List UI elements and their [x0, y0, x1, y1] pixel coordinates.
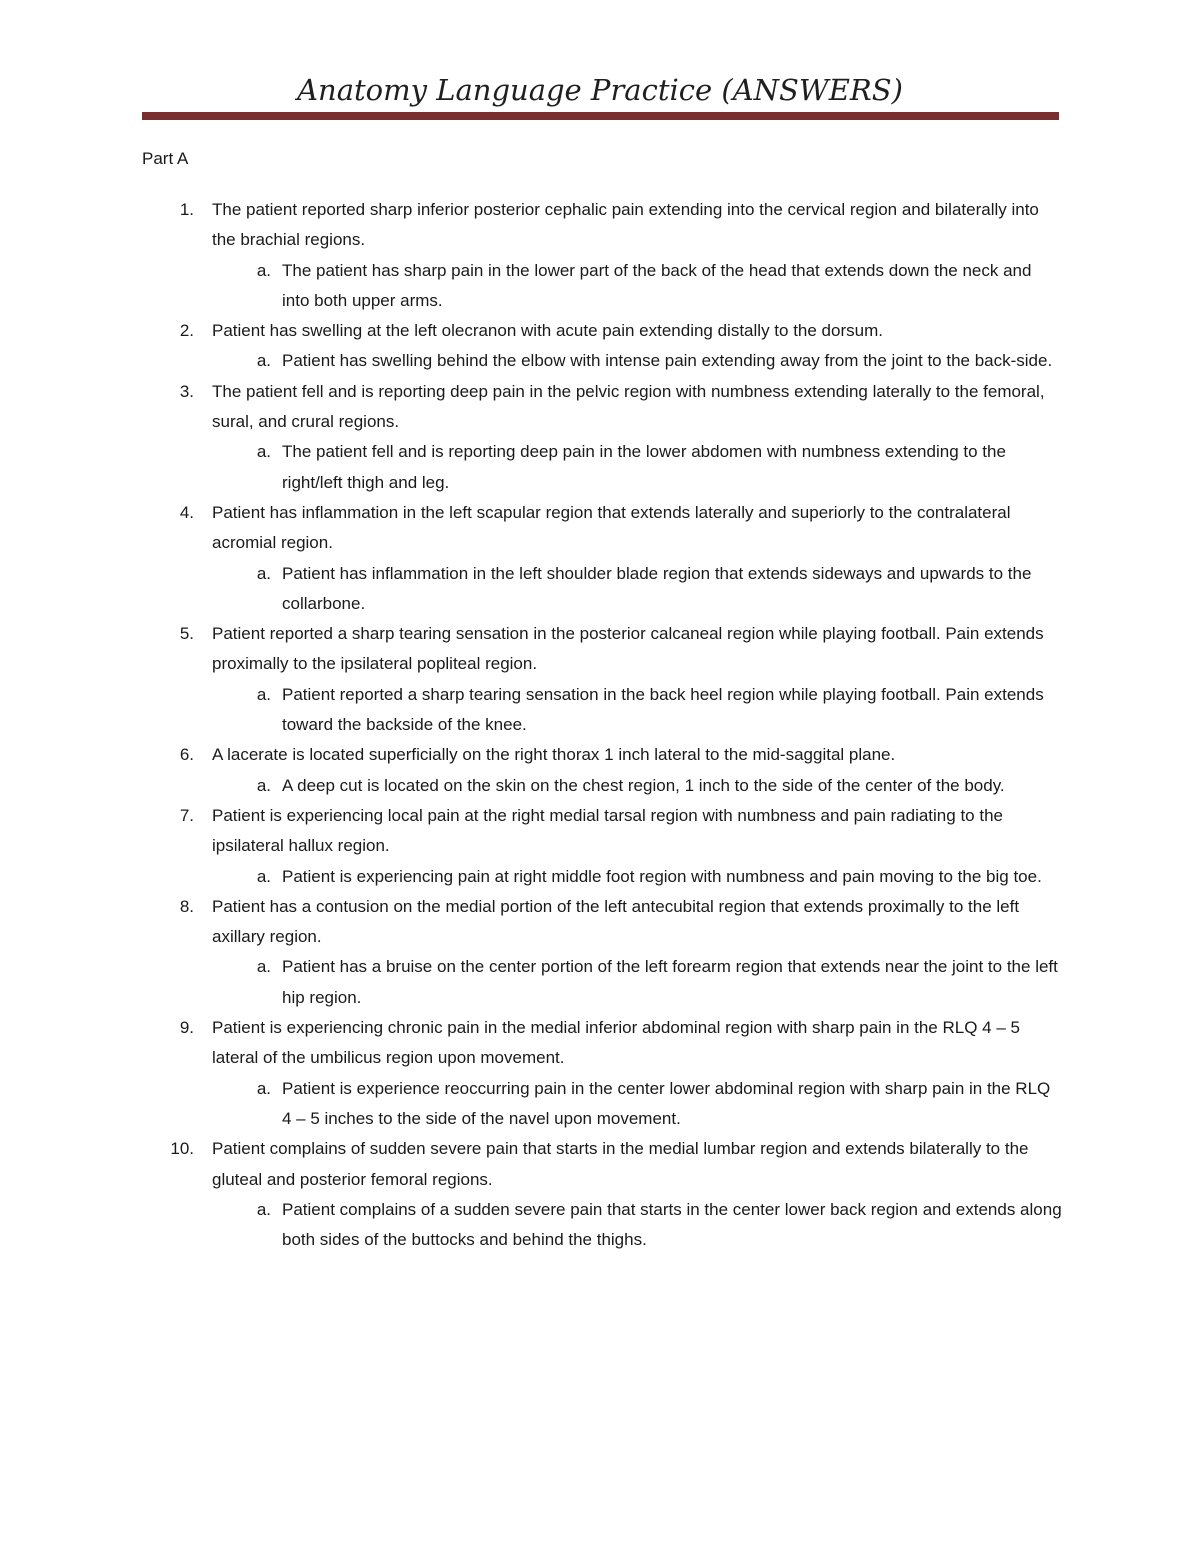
answer-item	[212, 862, 1062, 892]
question-item-8	[142, 892, 1062, 1013]
answer-letter: a.	[256, 351, 271, 371]
answer-text: A deep cut is located on the skin on the chest region, 1 inch to the side of the center of the body.	[282, 775, 1005, 795]
question-number: 1.	[179, 200, 194, 219]
answer-text: The patient has sharp pain in the lower part of the back of the head that extends down the neck and into both upper arms.	[282, 260, 1032, 310]
question-number: 3.	[179, 381, 194, 401]
answer-item	[212, 1195, 1062, 1256]
answer-text: Patient complains of a sudden severe pain that starts in the center lower back region and extends along both sides of the buttocks and behind the thighs.	[282, 1199, 1062, 1250]
title-underline-rule	[142, 112, 1059, 120]
question-item-9	[142, 1013, 1062, 1134]
answer-text: Patient reported a sharp tearing sensation in the back heel region while playing football. Pain extends toward the backside of the knee.	[282, 684, 1044, 735]
answer-item	[212, 437, 1062, 498]
answer-item	[212, 346, 1062, 376]
question-text: A lacerate is located superficially on the right thorax 1 inch lateral to the mid-saggital plane.	[212, 745, 896, 765]
answer-letter: a.	[256, 957, 271, 977]
question-text: Patient complains of sudden severe pain that starts in the medial lumbar region and extends bilaterally to the gluteal and posterior femoral regions.	[212, 1139, 1029, 1189]
question-item-5	[142, 619, 1062, 740]
answer-letter: a.	[256, 775, 271, 795]
question-text: Patient has a contusion on the medial portion of the left antecubital region that extends proximally to the left axillary region.	[212, 896, 1020, 947]
question-number: 2.	[179, 321, 194, 341]
answer-text: Patient has swelling behind the elbow with intense pain extending away from the joint to the back-side.	[282, 351, 1053, 371]
question-list	[142, 195, 1062, 1255]
question-number: 10.	[170, 1139, 194, 1159]
answer-text: The patient fell and is reporting deep pain in the lower abdomen with numbness extending to the right/left thigh and leg.	[282, 442, 1006, 492]
answer-text: Patient is experience reoccurring pain in the center lower abdominal region with sharp pain in the RLQ 4 – 5 inches to the side of the navel upon movement.	[282, 1078, 1051, 1128]
section-heading: Part A	[142, 149, 189, 168]
answer-letter: a.	[256, 1078, 271, 1098]
answer-item	[212, 771, 1062, 801]
question-item-10	[142, 1134, 1062, 1255]
question-number: 4.	[179, 502, 194, 522]
question-text: Patient has inflammation in the left scapular region that extends laterally and superiorly to the contralateral acromial region.	[212, 502, 1011, 553]
answer-text: Patient is experiencing pain at right middle foot region with numbness and pain moving to the big toe.	[282, 866, 1042, 886]
answer-letter: a.	[256, 442, 271, 462]
question-text: The patient fell and is reporting deep pain in the pelvic region with numbness extending laterally to the femoral, sural, and crural regions.	[212, 381, 1045, 432]
question-item-2	[142, 316, 1062, 377]
question-number: 9.	[179, 1018, 194, 1038]
question-number: 6.	[179, 745, 194, 765]
question-text: Patient is experiencing local pain at the right medial tarsal region with numbness and pain radiating to the ipsilateral hallux region.	[212, 805, 1003, 856]
answer-letter: a.	[256, 563, 271, 583]
question-text: Patient reported a sharp tearing sensation in the posterior calcaneal region while playing football. Pain extends proximally to the ipsilateral popliteal region.	[212, 624, 1044, 674]
question-item-7	[142, 801, 1062, 892]
question-item-1	[142, 195, 1062, 316]
question-text: Patient has swelling at the left olecranon with acute pain extending distally to the dorsum.	[212, 321, 883, 341]
answer-item	[212, 952, 1062, 1013]
answer-text: Patient has inflammation in the left shoulder blade region that extends sideways and upwards to the collarbone.	[282, 563, 1032, 613]
question-number: 5.	[179, 624, 194, 644]
answer-text: Patient has a bruise on the center portion of the left forearm region that extends near the joint to the left hip region.	[282, 957, 1058, 1007]
question-number: 8.	[179, 896, 194, 916]
question-item-6	[142, 740, 1062, 801]
question-number: 7.	[179, 805, 194, 825]
answer-letter: a.	[256, 1199, 271, 1219]
answer-item	[212, 1074, 1062, 1135]
question-item-4	[142, 498, 1062, 619]
question-text: Patient is experiencing chronic pain in the medial inferior abdominal region with sharp pain in the RLQ 4 – 5 lateral of the umbilicus region upon movement.	[212, 1018, 1020, 1068]
question-item-3	[142, 377, 1062, 498]
answer-item	[212, 680, 1062, 741]
answer-letter: a.	[256, 260, 271, 280]
question-text: The patient reported sharp inferior posterior cephalic pain extending into the cervical region and bilaterally into the brachial regions.	[212, 200, 1039, 250]
answer-item	[212, 256, 1062, 317]
answer-item	[212, 559, 1062, 620]
answer-letter: a.	[256, 866, 271, 886]
page-title: Anatomy Language Practice (ANSWERS)	[297, 73, 903, 107]
answer-letter: a.	[256, 684, 271, 704]
